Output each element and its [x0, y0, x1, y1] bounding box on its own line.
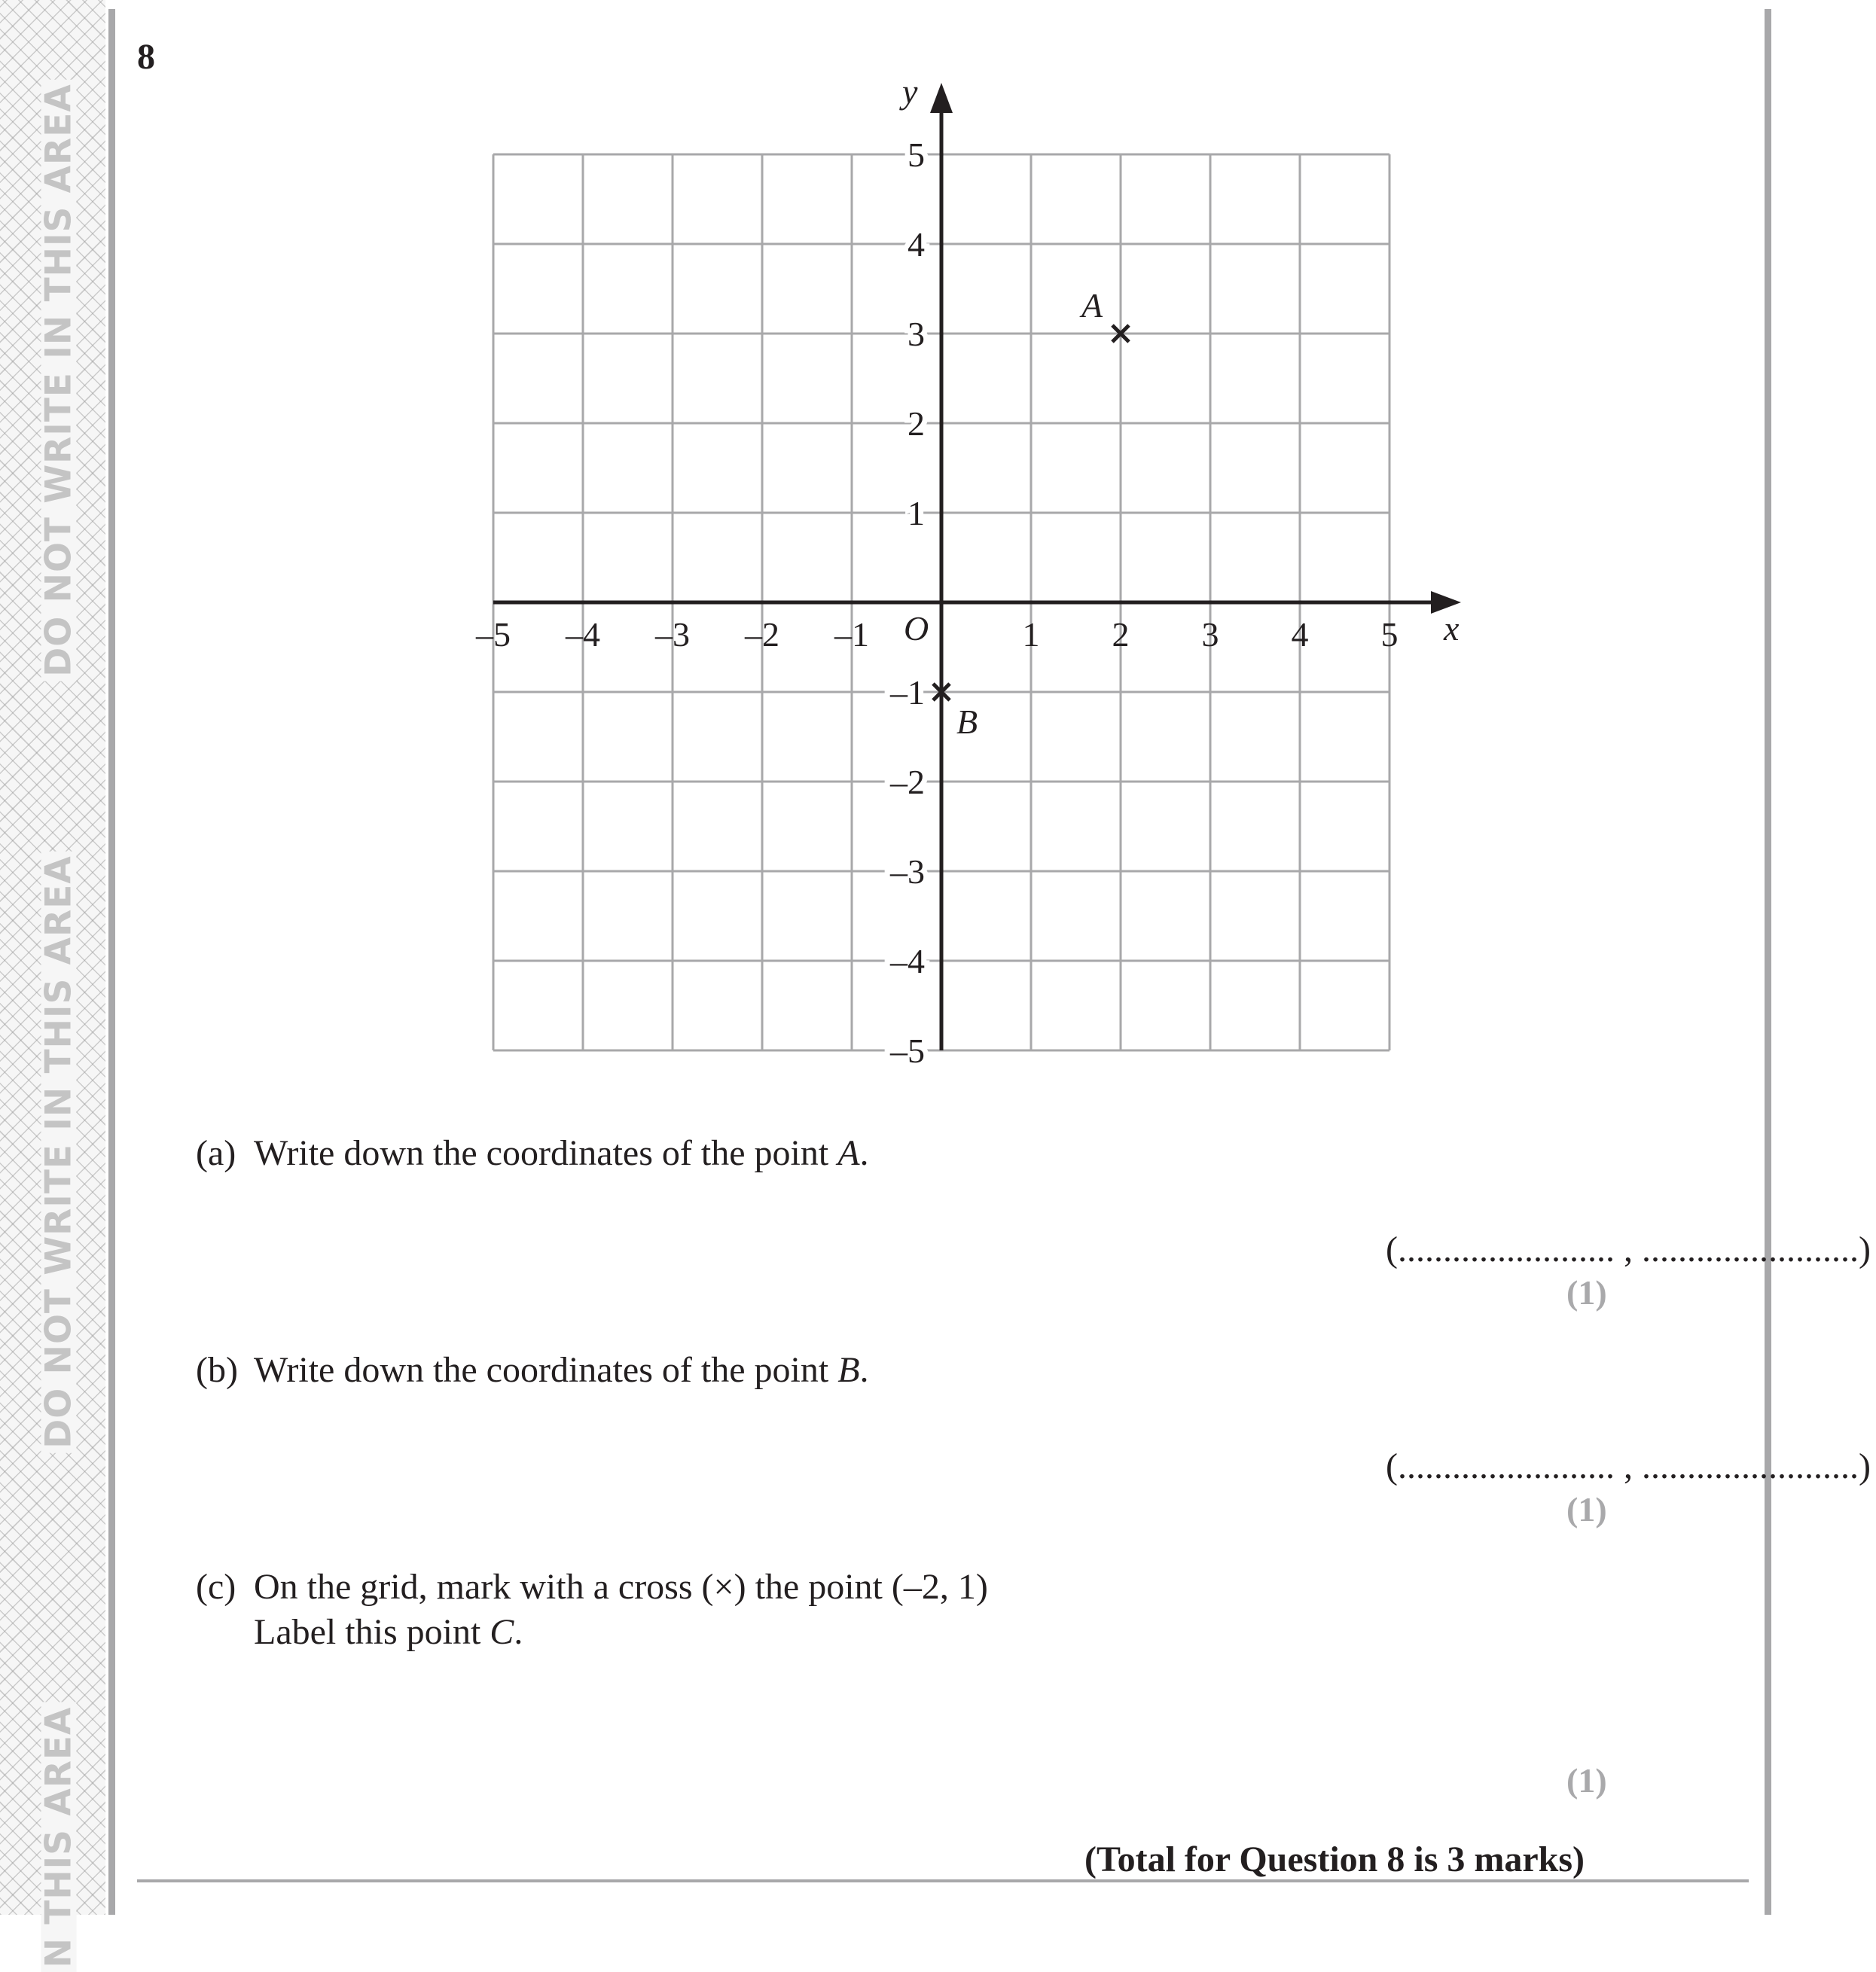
y-tick-label: 1	[907, 494, 925, 532]
part-c-line2	[254, 1610, 523, 1655]
part-b-text: Write down the coordinates of the point	[254, 1350, 838, 1390]
x-tick-label: –4	[566, 615, 600, 654]
y-tick-label: –5	[890, 1032, 925, 1070]
part-b-marks: (1)	[1566, 1490, 1607, 1529]
y-tick-label: 3	[907, 315, 925, 353]
part-b-label: (b)	[196, 1350, 238, 1390]
y-axis-arrow-icon	[930, 83, 953, 113]
y-tick-label: 2	[907, 404, 925, 443]
part-b-answer-line[interactable]: (........................ , ........................)	[1386, 1446, 1871, 1486]
part-b-text-end: .	[859, 1350, 869, 1390]
part-c-question	[196, 1565, 988, 1610]
point-label: B	[956, 703, 978, 741]
x-tick-label: 4	[1291, 615, 1309, 654]
margin-warning-text: DO NOT WRITE IN THIS AREA	[41, 851, 77, 1452]
tick-labels	[475, 72, 1460, 1070]
part-a-point: A	[837, 1133, 860, 1173]
origin-label: O	[904, 609, 929, 648]
margin-warning-text: DO NOT WRITE IN THIS AREA	[41, 79, 77, 681]
x-tick-label: 1	[1022, 615, 1040, 654]
part-b-question	[196, 1348, 869, 1393]
x-tick-label: 3	[1201, 615, 1219, 654]
point-label: A	[1081, 286, 1103, 325]
part-c-line2-end: .	[514, 1612, 523, 1652]
part-a-marks: (1)	[1566, 1273, 1607, 1312]
axes	[493, 83, 1461, 1050]
part-c-line2-text: Label this point	[254, 1612, 490, 1652]
x-tick-label: –5	[476, 615, 511, 654]
y-tick-label: –2	[890, 763, 925, 801]
part-a-question	[196, 1131, 869, 1176]
part-c-line1: On the grid, mark with a cross (×) the point (–2, 1)	[254, 1567, 988, 1607]
part-a-text-end: .	[859, 1133, 869, 1173]
x-tick-label: –1	[834, 615, 869, 654]
x-tick-label: –2	[745, 615, 779, 654]
y-tick-label: 4	[907, 225, 925, 264]
margin-warning-text-partial: N THIS AREA	[41, 1702, 77, 1972]
y-tick-label: –3	[890, 852, 925, 891]
part-a-label: (a)	[196, 1133, 236, 1173]
y-tick-label: 5	[907, 136, 925, 174]
y-tick-label: –1	[890, 673, 925, 712]
y-axis-label: y	[902, 72, 918, 111]
part-c-label: (c)	[196, 1567, 236, 1607]
part-c-point: C	[490, 1612, 514, 1652]
question-number: 8	[137, 37, 155, 77]
x-tick-label: 2	[1112, 615, 1130, 654]
x-tick-label: –3	[655, 615, 690, 654]
part-a-answer-line[interactable]: (........................ , ........................)	[1386, 1230, 1871, 1269]
x-axis-label: x	[1444, 609, 1460, 648]
y-tick-label: –4	[890, 942, 925, 980]
question-total: (Total for Question 8 is 3 marks)	[1084, 1839, 1585, 1879]
x-tick-label: 5	[1380, 615, 1399, 654]
part-c-marks: (1)	[1566, 1761, 1607, 1800]
part-a-text: Write down the coordinates of the point	[254, 1133, 838, 1173]
part-b-point: B	[837, 1350, 860, 1390]
